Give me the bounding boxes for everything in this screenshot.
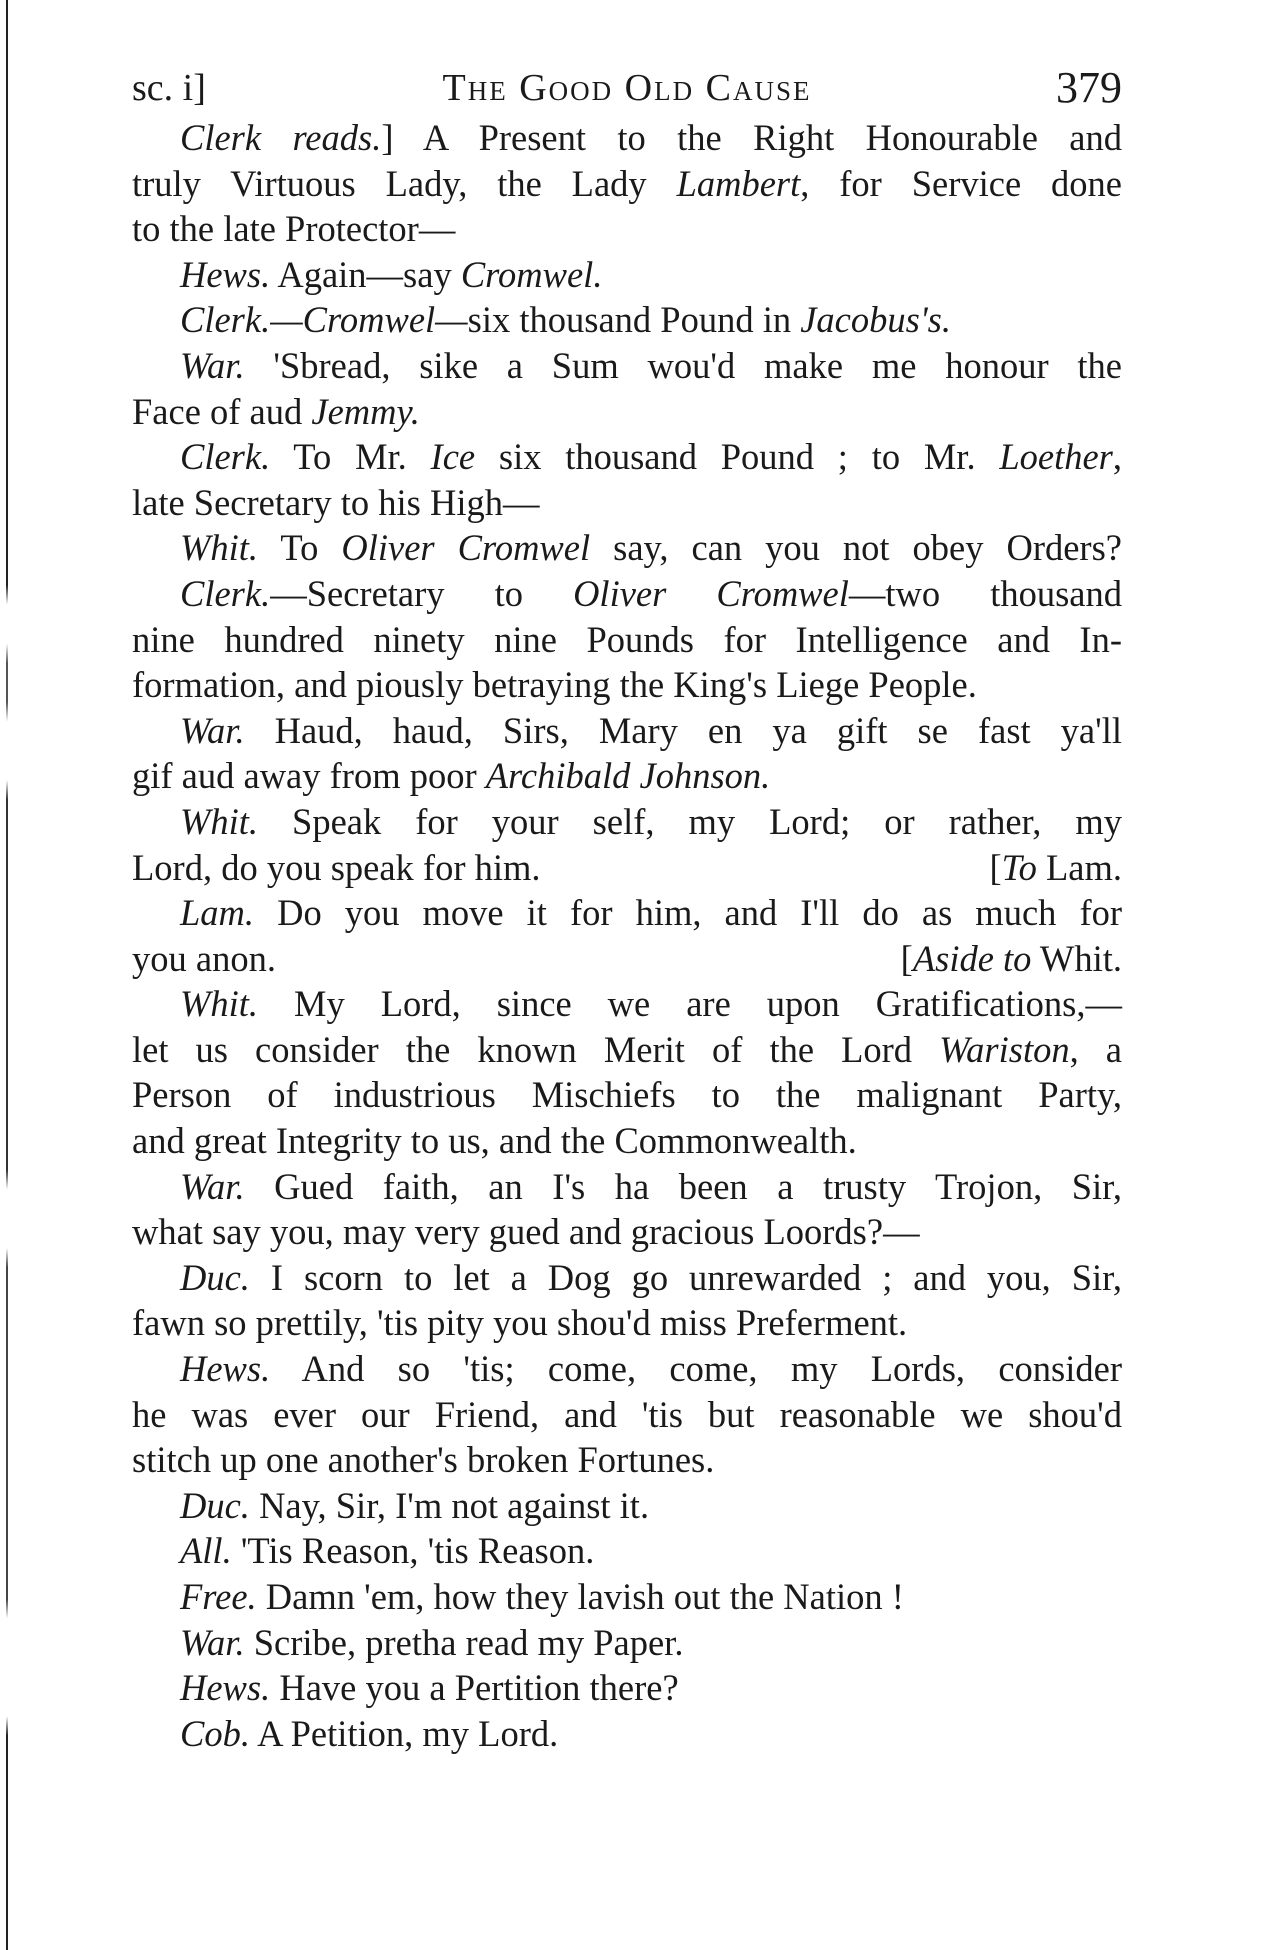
text-run: Lord, do you speak for him.: [132, 846, 541, 888]
text-run: Whit.: [1031, 937, 1122, 979]
text-run: And so 'tis; come, come, my Lords, consider: [270, 1348, 1122, 1390]
text-line: [132, 206, 1122, 252]
italic-text: War.: [180, 1621, 245, 1663]
text-line: [132, 1574, 1122, 1620]
italic-text: Clerk.: [180, 436, 271, 478]
text-run: Face of aud: [132, 390, 312, 432]
text-line: [132, 343, 1122, 389]
text-line: [132, 1072, 1122, 1118]
text-line: [132, 617, 1122, 663]
text-run: I scorn to let a Dog go unrewarded ; and you, Sir,: [249, 1256, 1122, 1298]
italic-text: Hews.: [180, 253, 271, 295]
text-run: Have you a Pertition there?: [270, 1667, 679, 1709]
text-run: late Secretary to his High—: [132, 481, 540, 523]
text-run: [: [900, 937, 913, 979]
italic-text: Aside to: [912, 937, 1032, 979]
text-line: [132, 161, 1122, 207]
text-line: [132, 252, 1122, 298]
text-run: what say you, may very gued and gracious Loords?—: [132, 1211, 920, 1253]
text-run: he was ever our Friend, and 'tis but reasonable we shou'd: [132, 1393, 1122, 1435]
text-line: [132, 1255, 1122, 1301]
text-run: six thousand Pound ; to Mr.: [475, 436, 1000, 478]
line-left: [132, 936, 276, 982]
text-run: Do you move it for him, and I'll do as much for: [254, 892, 1122, 934]
text-run: To Mr.: [270, 436, 431, 478]
text-run: —two thousand: [848, 572, 1122, 614]
text-line: [132, 1118, 1122, 1164]
italic-text: Free.: [180, 1576, 257, 1617]
text-line: [132, 1392, 1122, 1438]
text-run: Gued faith, an I's ha been a trusty Trojon, Sir,: [244, 1165, 1122, 1207]
text-run: Again—say: [270, 253, 461, 295]
text-line: [132, 981, 1122, 1027]
italic-text: Lam.: [180, 892, 255, 934]
text-run: nine hundred ninety nine Pounds for Intelligence and In-: [132, 618, 1122, 660]
italic-text: Oliver Cromwel: [573, 572, 849, 614]
italic-text: All.: [180, 1530, 232, 1572]
text-line: [132, 297, 1122, 343]
italic-text: Archibald Johnson.: [485, 755, 771, 797]
text-run: —Secretary to: [270, 572, 574, 614]
page-gutter-edge: [6, 0, 8, 1950]
italic-text: Hews.: [180, 1667, 271, 1709]
text-line: [132, 1346, 1122, 1392]
text-run: six thousand Pound in: [467, 299, 801, 341]
text-run: you anon.: [132, 937, 276, 979]
text-line: [132, 753, 1122, 799]
text-line: [132, 1620, 1122, 1666]
text-run: ,: [1112, 436, 1122, 478]
italic-text: Hews.: [180, 1348, 271, 1390]
italic-text: Cob.: [180, 1712, 250, 1754]
text-line: [132, 115, 1122, 161]
text-run: [: [989, 846, 1002, 888]
text-line: [132, 434, 1122, 480]
text-run: My Lord, since we are upon Gratifications,—: [258, 983, 1122, 1025]
text-run: stitch up one another's broken Fortunes.: [132, 1439, 715, 1481]
italic-text: Whit.: [180, 983, 259, 1025]
text-run: formation, and piously betraying the King's Liege People.: [132, 664, 977, 706]
italic-text: Clerk.: [180, 572, 271, 614]
italic-text: To: [1001, 846, 1037, 888]
text-line: [132, 480, 1122, 526]
text-run: gif aud away from poor: [132, 755, 486, 797]
stage-direction: [990, 845, 1123, 891]
italic-text: Whit.: [180, 527, 259, 569]
italic-text: War.: [180, 709, 245, 751]
text-line: [132, 1528, 1122, 1574]
text-line: [132, 1711, 1122, 1757]
page-title: The Good Old Cause: [442, 67, 812, 109]
page-number: 379: [1056, 63, 1122, 112]
text-run: 'Tis Reason, 'tis Reason.: [231, 1530, 595, 1572]
text-line: [132, 389, 1122, 435]
italic-text: Duc.: [180, 1256, 250, 1298]
text-run: Lam.: [1036, 846, 1122, 888]
italic-text: Cromwel.: [460, 253, 603, 295]
text-line: [132, 708, 1122, 754]
text-run: A Petition, my Lord.: [249, 1712, 559, 1754]
text-line: [132, 1300, 1122, 1346]
text-line: [132, 1665, 1122, 1711]
italic-text: War.: [180, 344, 245, 386]
running-head: [132, 58, 1122, 118]
text-line: [132, 662, 1122, 708]
text-line: [132, 799, 1122, 845]
italic-text: Lambert: [676, 162, 801, 204]
text-line: [132, 1483, 1122, 1529]
text-line: [132, 1164, 1122, 1210]
text-run: say, can you not obey Orders?: [590, 527, 1122, 569]
text-line: [132, 845, 1122, 891]
text-line: [132, 1209, 1122, 1255]
scene-marker: sc. i]: [132, 67, 206, 109]
text-run: truly Virtuous Lady, the Lady: [132, 162, 677, 204]
text-run: , a: [1069, 1028, 1123, 1070]
text-run: Haud, haud, Sirs, Mary en ya gift se fast ya'll: [244, 709, 1122, 751]
text-run: and great Integrity to us, and the Commonwealth.: [132, 1120, 857, 1162]
italic-text: Clerk.—Cromwel—: [180, 299, 468, 341]
text-run: fawn so prettily, 'tis pity you shou'd miss Preferment.: [132, 1302, 908, 1344]
text-run: Scribe, pretha read my Paper.: [244, 1621, 684, 1663]
italic-text: Ice: [430, 436, 476, 478]
italic-text: Jemmy.: [311, 390, 420, 432]
text-run: Speak for your self, my Lord; or rather, my: [258, 800, 1122, 842]
text-run: , for Service done: [800, 162, 1122, 204]
text-run: let us consider the known Merit of the Lord: [132, 1028, 940, 1070]
text-line: [132, 1027, 1122, 1073]
text-line: [132, 890, 1122, 936]
text-run: Person of industrious Mischiefs to the malignant Party,: [132, 1074, 1122, 1116]
text-run: to the late Protector—: [132, 208, 456, 250]
text-line: [132, 1437, 1122, 1483]
text-run: Nay, Sir, I'm not against it.: [249, 1484, 650, 1526]
italic-text: Oliver Cromwel: [341, 527, 591, 569]
italic-text: Duc.: [180, 1484, 250, 1526]
text-run: To: [258, 527, 342, 569]
italic-text: Whit.: [180, 800, 259, 842]
stage-direction: [901, 936, 1122, 982]
text-line: [132, 936, 1122, 982]
italic-text: War.: [180, 1165, 245, 1207]
text-run: ] A Present to the Right Honourable and: [381, 117, 1122, 158]
italic-text: Jacobus's.: [800, 299, 951, 341]
play-text: [132, 115, 1122, 1756]
italic-text: Wariston: [939, 1028, 1070, 1070]
line-left: [132, 845, 541, 891]
italic-text: Loether: [999, 436, 1113, 478]
italic-text: Clerk reads.: [180, 117, 382, 158]
text-run: Damn 'em, how they lavish out the Nation !: [256, 1576, 904, 1617]
text-line: [132, 525, 1122, 571]
text-run: 'Sbread, sike a Sum wou'd make me honour the: [244, 344, 1122, 386]
text-line: [132, 571, 1122, 617]
